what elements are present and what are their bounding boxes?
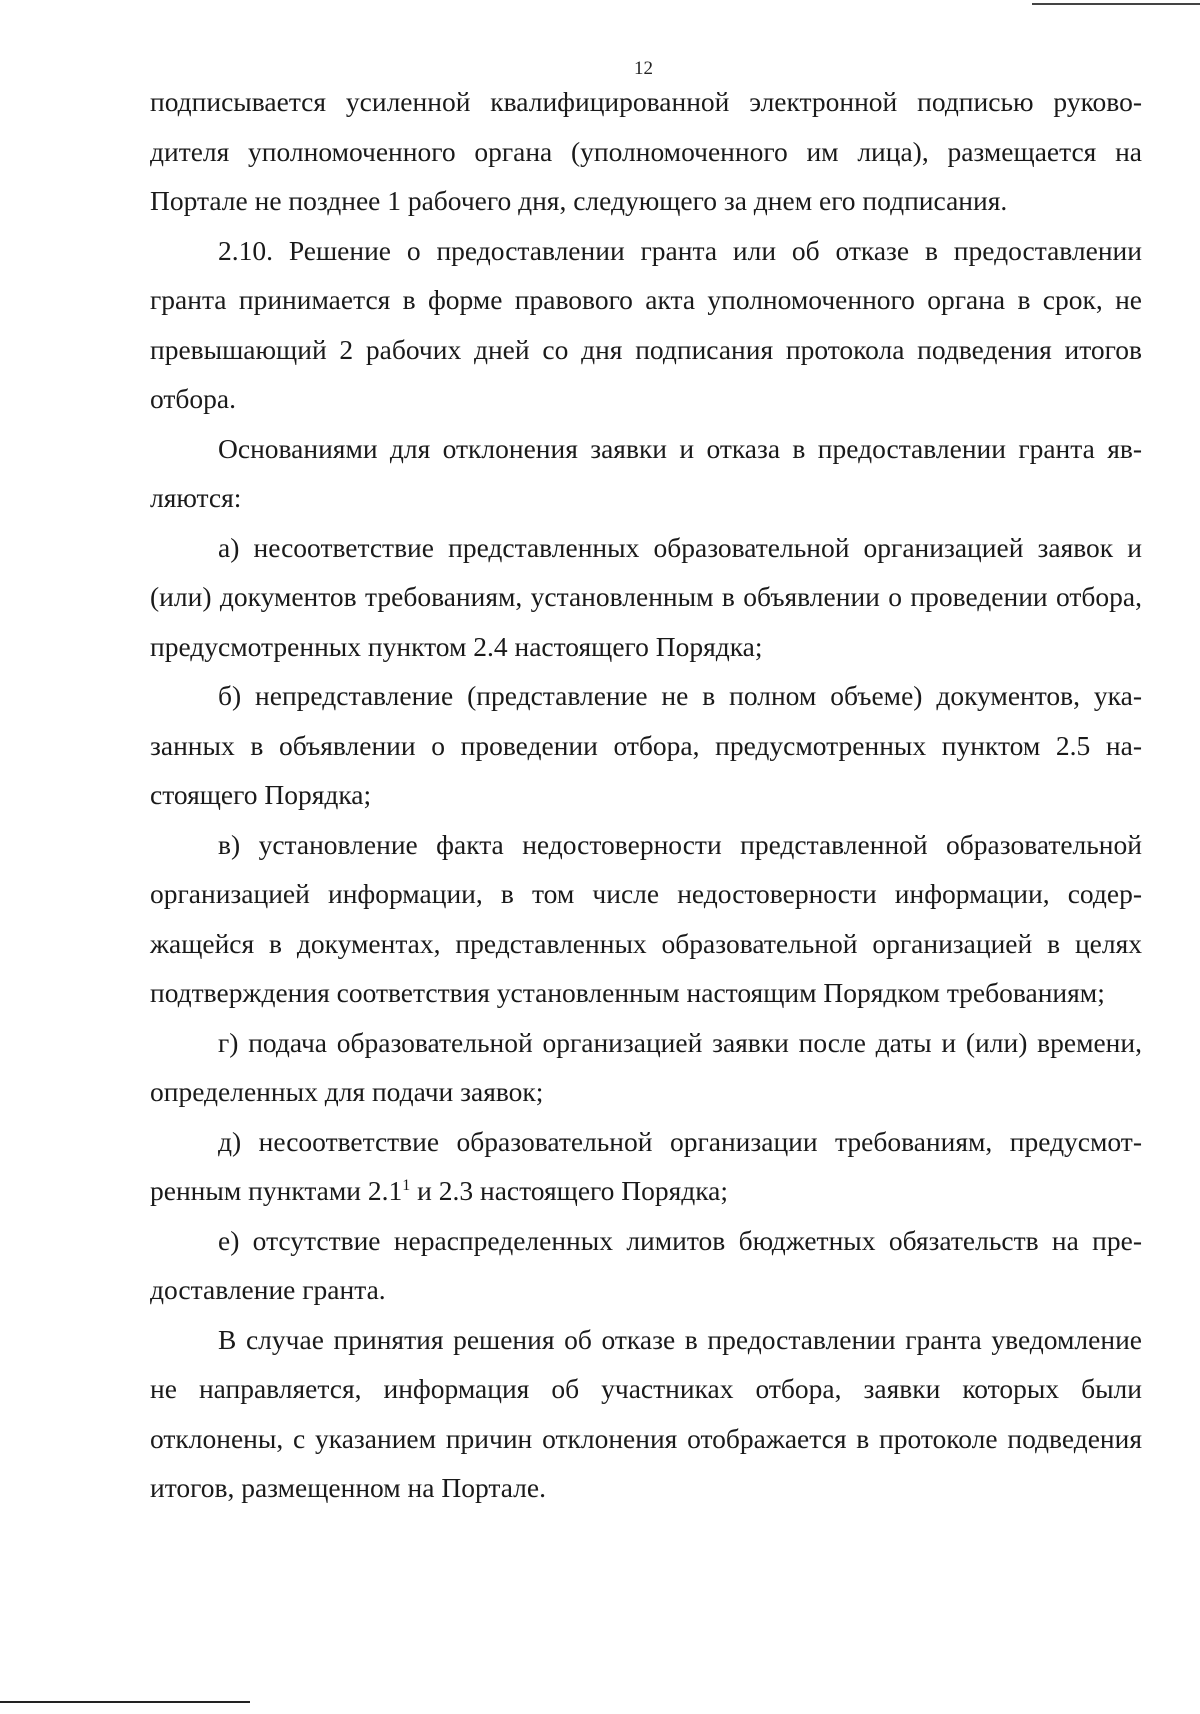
page-number: 12 <box>634 58 653 79</box>
document-body <box>150 77 1142 1513</box>
paragraph-refusal-notice: В случае принятия решения об отказе в предоставлении гранта уведомление не направляется, информация об участниках отбора, заявки которых были отклонены, с указанием причин отклонения отображается в протоколе подведения итогов, размещенном на Портале. <box>150 1323 1142 1503</box>
list-item-e: е) отсутствие нераспределенных лимитов бюджетных обязательств на предоставление гранта. <box>150 1224 1142 1305</box>
list-item-g: г) подача образовательной организацией заявки после даты и (или) времени, определенных для подачи заявок; <box>150 1026 1142 1107</box>
top-rule <box>1032 3 1200 5</box>
list-item-b: б) непредставление (представление не в полном объеме) документов, указанных в объявлении о проведении отбора, предусмотренных пунктом 2.5 настоящего Порядка; <box>150 680 1142 810</box>
footnote-rule <box>0 1701 250 1703</box>
paragraph-grounds-intro: Основаниями для отклонения заявки и отказа в предоставлении гранта являются: <box>150 432 1142 513</box>
list-item-a: а) несоответствие представленных образовательной организацией заявок и (или) документов требованиям, установленным в объявлении о проведении отбора, предусмотренных пунктом 2.4 настоящего Порядка; <box>150 531 1142 662</box>
list-item-d <box>150 1117 1142 1216</box>
list-item-d-text-end: и 2.3 настоящего Порядка; <box>410 1175 729 1206</box>
superscript-note: 1 <box>402 1177 411 1194</box>
list-item-v: в) установление факта недостоверности представленной образовательной организацией информации, в том числе недостоверности информации, содержащейся в документах, представленных образовательной организацией в целях подтверждения соответствия установленным настоящим Порядком требованиям; <box>150 828 1142 1008</box>
paragraph-continuation: подписывается усиленной квалифицированной электронной подписью руководителя уполномоченного органа (уполномоченного им лица), размещается на Портале не позднее 1 рабочего дня, следующего за днем его подписания. <box>150 86 1142 216</box>
list-item-d-text: д) несоответствие образовательной организации требованиям, предусмотренным пунктами 2.1 <box>150 1125 1142 1206</box>
paragraph-2-10: 2.10. Решение о предоставлении гранта или об отказе в предоставлении гранта принимается в форме правового акта уполномоченного органа в срок, не превышающий 2 рабочих дней со дня подписания протокола подведения итогов отбора. <box>150 234 1142 414</box>
